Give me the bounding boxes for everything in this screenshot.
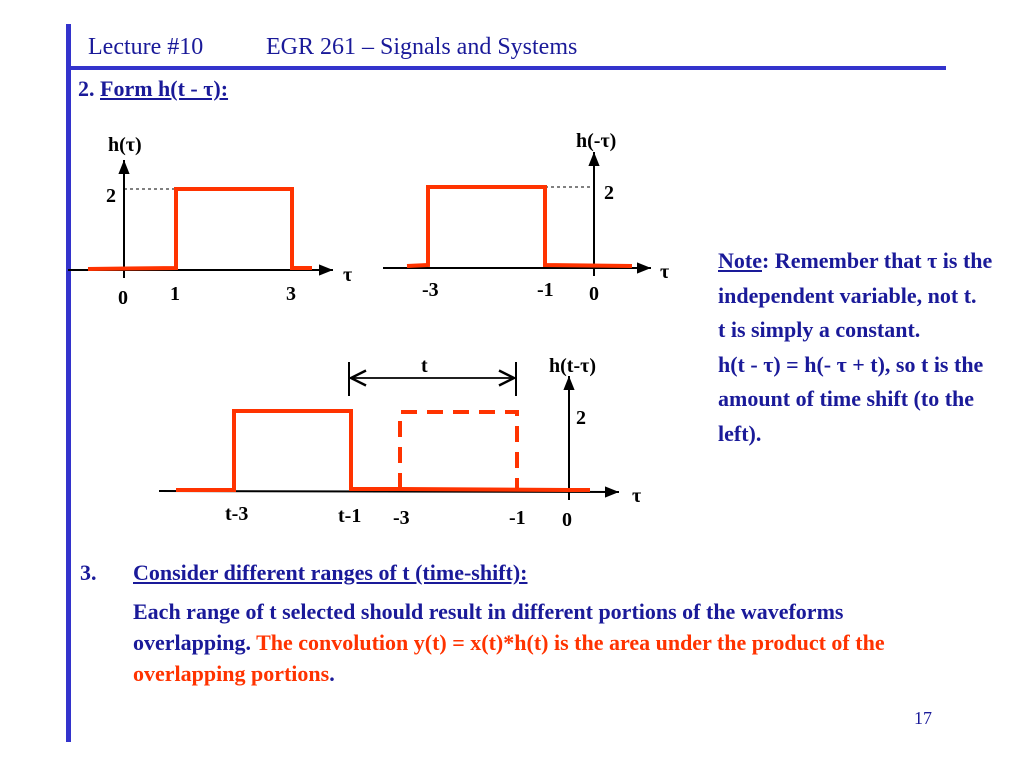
plot1-level-label: 2 bbox=[106, 185, 116, 207]
section-3-number: 3. bbox=[80, 560, 97, 585]
plot1-tick-0: 0 bbox=[118, 287, 128, 309]
plot2-tick-0: 0 bbox=[589, 283, 599, 305]
plot1-tick-1: 1 bbox=[170, 283, 180, 305]
section-2-title: Form h(t - τ): bbox=[100, 76, 229, 101]
plot3-x-label: τ bbox=[632, 485, 642, 507]
note-label: Note bbox=[718, 248, 762, 273]
section-3-body-text: Each range of t selected should result in different portions of the waveforms overlapping. bbox=[133, 599, 844, 655]
plot2-tick-neg1: -1 bbox=[537, 279, 554, 301]
plot3-tick-0: 0 bbox=[562, 509, 572, 531]
plot3-original-waveform-dashed bbox=[400, 412, 517, 489]
plot2-tick-neg3: -3 bbox=[422, 279, 439, 301]
section-3-body-end: . bbox=[329, 661, 335, 686]
page-number: 17 bbox=[914, 708, 932, 728]
note-line-2: t is simply a constant. bbox=[718, 317, 921, 342]
plot1-x-label: τ bbox=[343, 264, 353, 286]
plot3-tick-t-1: t-1 bbox=[338, 505, 362, 527]
plot3-y-label: h(t-τ) bbox=[549, 355, 596, 377]
plot-h-t-minus-tau bbox=[159, 355, 641, 531]
lecture-label: Lecture #10 bbox=[88, 34, 204, 60]
note-line-3: h(t - τ) = h(- τ + t), so t is the amount of time shift (to the left). bbox=[718, 351, 984, 446]
shift-label: t bbox=[421, 355, 428, 377]
plot3-tick-neg3: -3 bbox=[393, 507, 410, 529]
section-3-convolution-note: The convolution y(t) = x(t)*h(t) is the area under the product of the overlapping portions bbox=[133, 630, 885, 686]
course-title: EGR 261 – Signals and Systems bbox=[266, 34, 578, 60]
plot3-tick-neg1: -1 bbox=[509, 507, 526, 529]
plot3-shifted-waveform bbox=[176, 411, 590, 490]
plot2-x-label: τ bbox=[660, 261, 670, 283]
plot1-tick-3: 3 bbox=[286, 283, 296, 305]
plot2-waveform bbox=[407, 187, 632, 266]
note-box bbox=[718, 244, 1018, 451]
plot2-y-label: h(-τ) bbox=[576, 130, 617, 152]
plot1-waveform bbox=[88, 189, 312, 269]
plot3-level-label: 2 bbox=[576, 407, 586, 429]
plot1-y-label: h(τ) bbox=[108, 134, 142, 156]
section-2-number: 2. bbox=[78, 76, 95, 101]
plot-h-neg-tau bbox=[383, 130, 669, 305]
note-line-1: : Remember that τ is the independent variable, not t. bbox=[718, 248, 993, 308]
plot2-level-label: 2 bbox=[604, 182, 614, 204]
section-3-title: Consider different ranges of t (time-shift): bbox=[133, 560, 528, 585]
plot3-tick-t-3: t-3 bbox=[225, 503, 249, 525]
plot-h-tau bbox=[68, 134, 352, 309]
section-3-body bbox=[133, 596, 963, 689]
